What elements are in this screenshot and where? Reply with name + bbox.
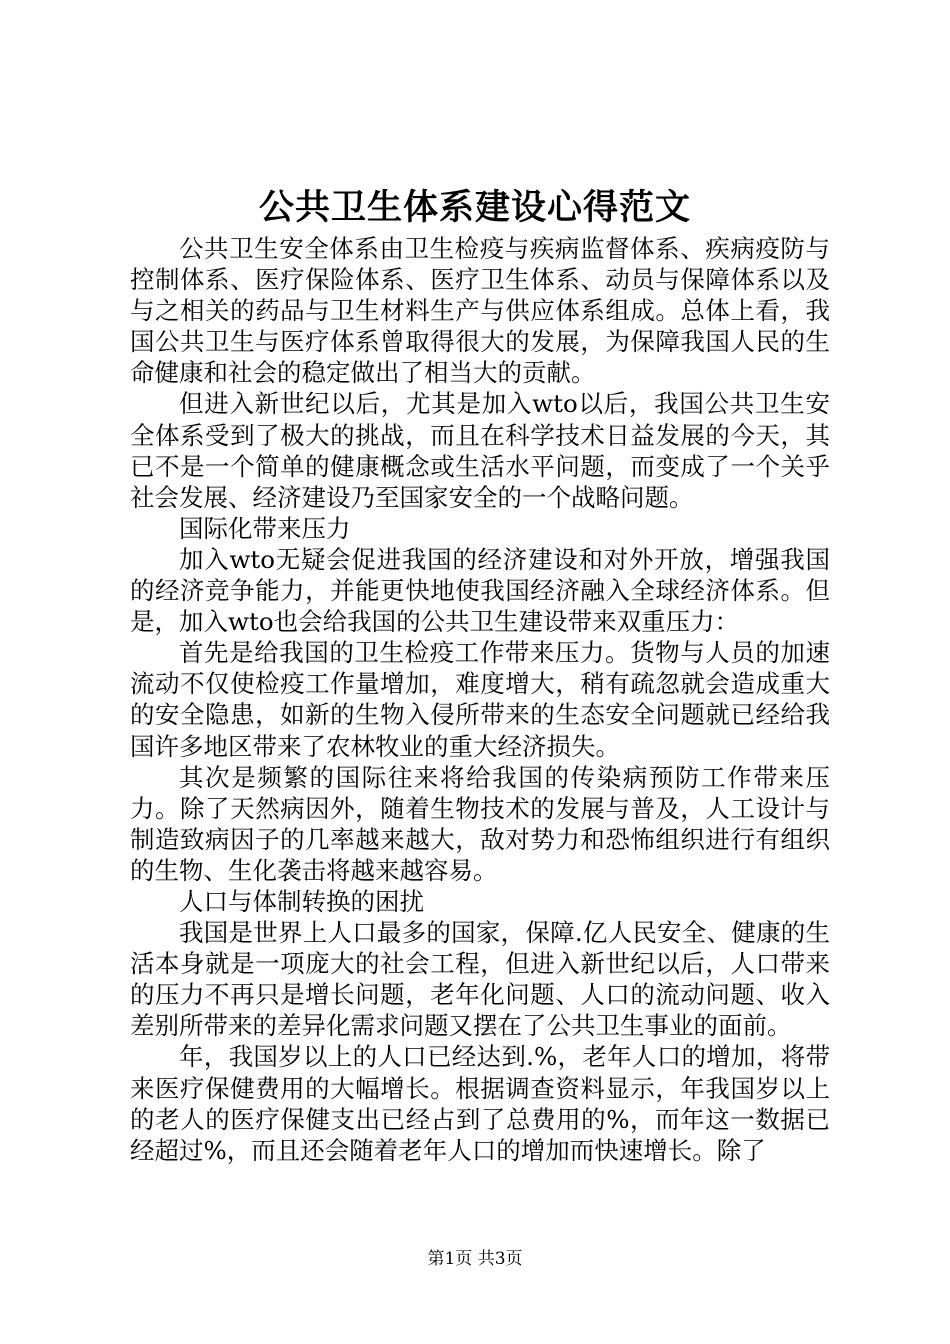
document-title: 公共卫生体系建设心得范文 bbox=[258, 187, 691, 228]
section-heading: 人口与体制转换的困扰 bbox=[179, 886, 424, 916]
paragraph: 但进入新世纪以后，尤其是加入wto以后，我国公共卫生安全体系受到了极大的挑战，而且在科学技术日益发展的今天，其已不是一个简单的健康概念或生活水平问题，而变成了一个关乎社会发展、经济建设乃至国家安全的一个战略问题。 bbox=[130, 389, 830, 512]
paragraph: 我国是世界上人口最多的国家，保障.亿人民安全、健康的生活本身就是一项庞大的社会工程，但进入新世纪以后，人口带来的压力不再只是增长问题，老年化问题、人口的流动问题、收入差别所带来的差异化需求问题又摆在了公共卫生事业的面前。 bbox=[130, 918, 830, 1041]
paragraph: 年，我国岁以上的人口已经达到.%，老年人口的增加，将带来医疗保健费用的大幅增长。根据调查资料显示，年我国岁以上的老人的医疗保健支出已经占到了总费用的%，而年这一数据已经超过%，而且还会随着老年人口的增加而快速增长。除了 bbox=[130, 1042, 830, 1165]
section-heading: 国际化带来压力 bbox=[179, 513, 351, 543]
paragraph: 其次是频繁的国际往来将给我国的传染病预防工作带来压力。除了天然病因外，随着生物技术的发展与普及，人工设计与制造致病因子的几率越来越大，敌对势力和恐怖组织进行有组织的生物、生化袭击将越来越容易。 bbox=[130, 762, 830, 885]
paragraph: 加入wto无疑会促进我国的经济建设和对外开放，增强我国的经济竞争能力，并能更快地使我国经济融入全球经济体系。但是，加入wto也会给我国的公共卫生建设带来双重压力： bbox=[130, 544, 830, 637]
paragraph: 首先是给我国的卫生检疫工作带来压力。货物与人员的加速流动不仅使检疫工作量增加，难度增大，稍有疏忽就会造成重大的安全隐患，如新的生物入侵所带来的生态安全问题就已经给我国许多地区带来了农林牧业的重大经济损失。 bbox=[130, 638, 830, 761]
paragraph: 公共卫生安全体系由卫生检疫与疾病监督体系、疾病疫防与控制体系、医疗保险体系、医疗卫生体系、动员与保障体系以及与之相关的药品与卫生材料生产与供应体系组成。总体上看，我国公共卫生与医疗体系曾取得很大的发展，为保障我国人民的生命健康和社会的稳定做出了相当大的贡献。 bbox=[130, 234, 830, 388]
page-footer: 第1页 共3页 bbox=[427, 1249, 523, 1269]
document-body bbox=[130, 233, 830, 1166]
